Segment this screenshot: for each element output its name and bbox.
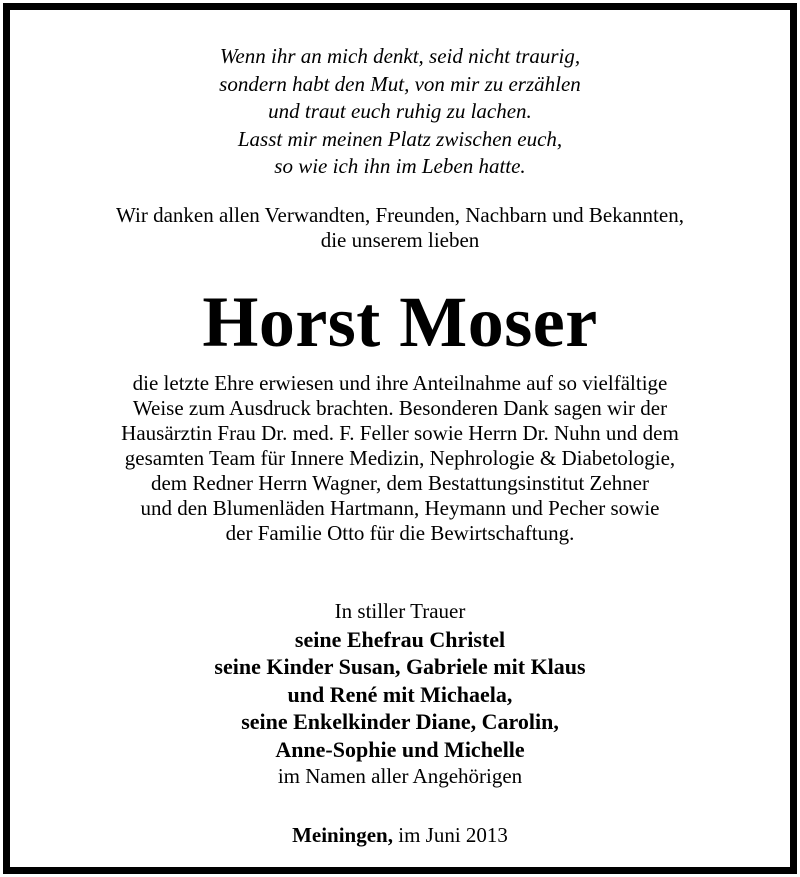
thanks-intro-line: Wir danken allen Verwandten, Freunden, Nachbarn und Bekannten, (116, 203, 684, 227)
thanks-intro (10, 203, 790, 253)
mourner-name: und René mit Michaela, (287, 681, 513, 707)
thanks-body (10, 371, 790, 546)
notice-content (10, 10, 790, 867)
poem-line: und traut euch ruhig zu lachen. (268, 99, 532, 123)
poem (10, 43, 790, 181)
notice-border (3, 3, 797, 874)
deceased-name: Horst Moser (202, 282, 598, 362)
mourner-name: seine Enkelkinder Diane, Carolin, (241, 709, 559, 734)
mourners (10, 598, 790, 791)
thanks-body-line: die letzte Ehre erwiesen und ihre Anteilnahme auf so vielfältige (132, 371, 668, 395)
thanks-body-line: der Familie Otto für die Bewirtschaftung. (225, 521, 575, 545)
thanks-body-line: gesamten Team für Innere Medizin, Nephrologie & Diabetologie, (124, 446, 676, 470)
poem-line: Wenn ihr an mich denkt, seid nicht traurig, (219, 44, 581, 68)
place-date (10, 822, 790, 849)
mourner-name: seine Kinder Susan, Gabriele mit Klaus (214, 654, 586, 679)
thanks-body-line: Weise zum Ausdruck brachten. Besonderen Dank sagen wir der (132, 396, 668, 420)
footer (10, 822, 790, 849)
poem-line: Lasst mir meinen Platz zwischen euch, (237, 126, 563, 151)
thanks-intro-line: die unserem lieben (320, 228, 480, 252)
date: im Juni 2013 (398, 823, 508, 847)
mourners-closing: im Namen aller Angehörigen (277, 764, 523, 788)
thanks-body-line: Hausärztin Frau Dr. med. F. Feller sowie Herrn Dr. Nuhn und dem (121, 421, 679, 445)
poem-line: sondern habt den Mut, von mir zu erzählen (219, 71, 581, 96)
thanks-body-line: dem Redner Herrn Wagner, dem Bestattungsinstitut Zehner (150, 471, 650, 495)
place: Meiningen, (292, 823, 393, 847)
mourner-name: seine Ehefrau Christel (294, 626, 506, 652)
mourners-heading: In stiller Trauer (334, 599, 466, 623)
poem-line: so wie ich ihn im Leben hatte. (274, 154, 526, 178)
mourner-name: Anne-Sophie und Michelle (275, 736, 525, 762)
thanks-body-line: und den Blumenläden Hartmann, Heymann und Pecher sowie (140, 496, 660, 520)
